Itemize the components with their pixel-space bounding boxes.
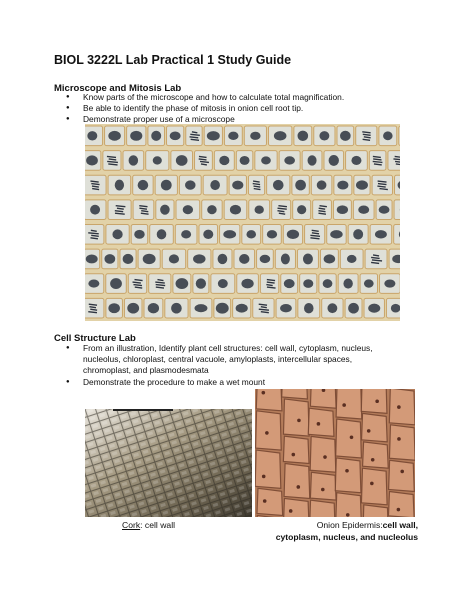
onion-epidermis-image [255, 389, 415, 517]
cork-caption-name: Cork [122, 520, 141, 530]
onion-root-tip-image [85, 124, 400, 321]
cell-structure-bullet-list [54, 343, 394, 388]
cell-structure-bullet: ● From an illustration, Identify plant cell structures: cell wall, cytoplasm, nucleus, nucleolus, chloroplast, central vacuole, amyloplasts, intercellular spaces, chromoplast, and plasmodesmata [54, 343, 394, 377]
microscope-bullet-list [54, 92, 344, 126]
onion-caption-prefix: Onion Epidermis: [316, 520, 383, 530]
onion-caption-bold-2: cytoplasm, nucleus, and nucleolus [275, 532, 418, 542]
cork-image [85, 409, 252, 517]
cell-structure-bullet: ● Demonstrate the procedure to make a wet mount [54, 377, 394, 388]
microscope-bullet: ● Be able to identify the phase of mitosis in onion cell root tip. [54, 103, 344, 114]
cork-micrograph [85, 409, 252, 517]
onion-root-tip-micrograph [85, 124, 400, 321]
microscope-bullet: ● Know parts of the microscope and how to calculate total magnification. [54, 92, 344, 103]
cork-caption-rest: : cell wall [140, 520, 176, 530]
cell-structure-section-heading: Cell Structure Lab [54, 333, 136, 344]
onion-caption [270, 519, 418, 543]
microscope-bullet: ● Demonstrate proper use of a microscope [54, 114, 344, 125]
page-title: BIOL 3222L Lab Practical 1 Study Guide [54, 53, 292, 67]
onion-epidermis-micrograph [255, 389, 415, 517]
onion-caption-bold-1: cell wall, [382, 520, 418, 530]
cork-caption [122, 519, 175, 531]
microscope-section-heading: Microscope and Mitosis Lab [54, 83, 182, 94]
